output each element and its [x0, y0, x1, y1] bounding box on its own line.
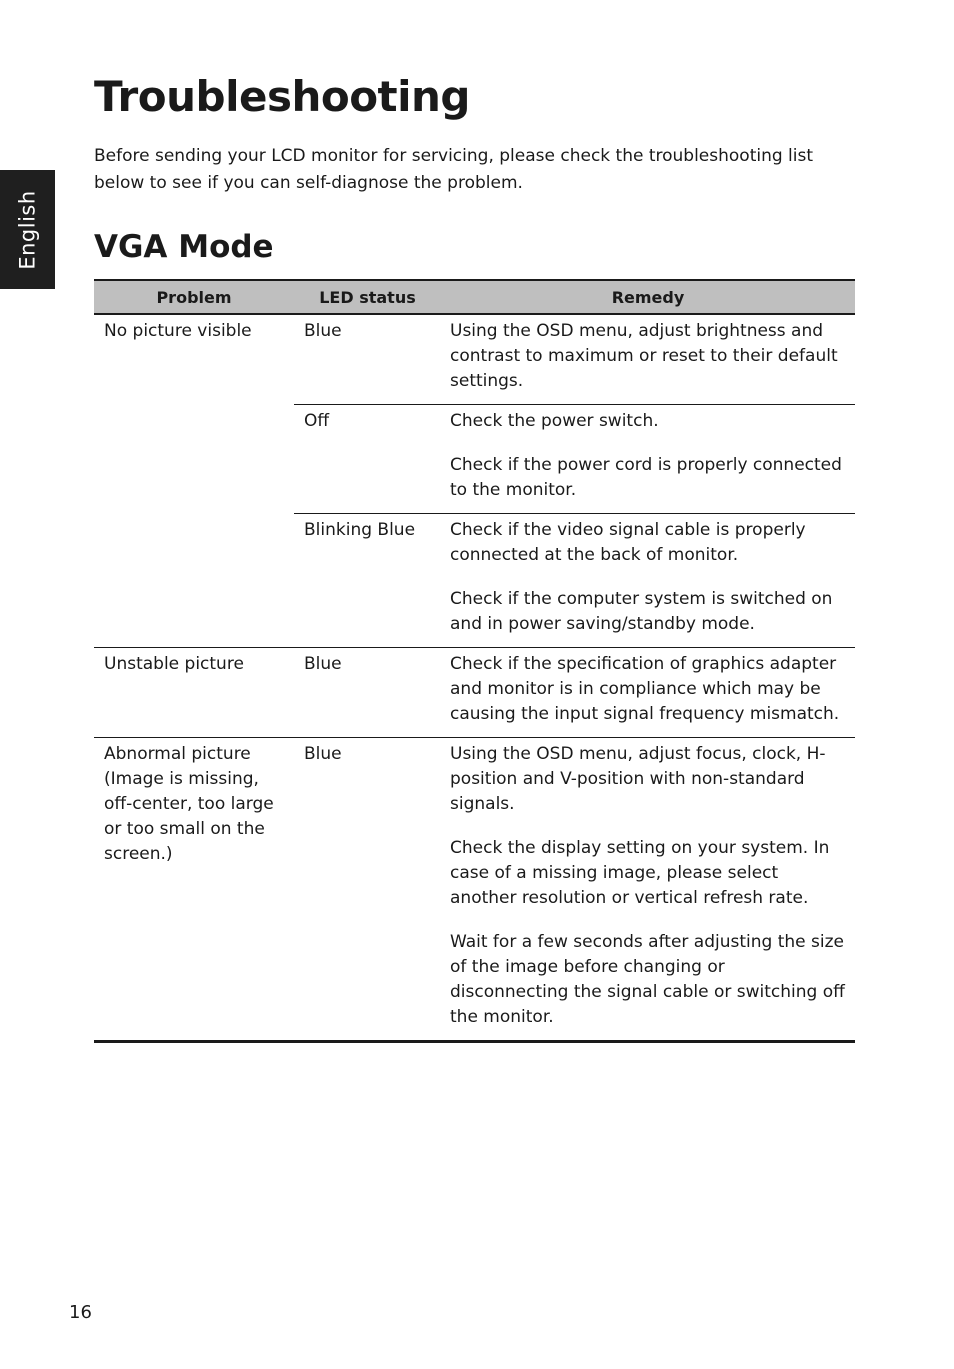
- problem-cell: Unstable picture: [104, 654, 244, 674]
- led-status-cell: Blue: [304, 744, 342, 764]
- remedy-text: Check if the specification of graphics adapter and monitor is in compliance which may be causing the input signal frequency mismatch.: [450, 654, 840, 724]
- table-row: [294, 405, 855, 514]
- page-title: Troubleshooting: [94, 72, 470, 121]
- remedy-cell: [441, 315, 855, 404]
- header-problem: Problem: [156, 287, 232, 307]
- remedy-cell: [441, 648, 855, 737]
- language-tab-label: English: [15, 189, 40, 270]
- led-status-cell: Blue: [304, 321, 342, 341]
- table-row: [294, 514, 855, 647]
- remedy-cell: [441, 738, 855, 1040]
- problem-cell: Abnormal picture (Image is missing, off-center, too large or too small on the screen.): [104, 744, 274, 864]
- intro-paragraph: Before sending your LCD monitor for servicing, please check the troubleshooting list below to see if you can self-diagnose the problem.: [94, 146, 814, 193]
- table-group: [94, 648, 855, 738]
- led-status-cell: Blue: [304, 654, 342, 674]
- table-row: [294, 738, 855, 1040]
- table-group: [94, 738, 855, 1040]
- remedy-text: Check if the computer system is switched on and in power saving/standby mode.: [450, 589, 833, 634]
- remedy-text: Check the power switch.: [450, 411, 659, 431]
- remedy-text: Check if the power cord is properly connected to the monitor.: [450, 455, 842, 500]
- remedy-cell: [441, 514, 855, 647]
- led-status-cell: Off: [304, 411, 330, 431]
- header-led-status: LED status: [319, 287, 416, 307]
- table-group: [94, 315, 855, 648]
- remedy-text: Using the OSD menu, adjust brightness and contrast to maximum or reset to their default settings.: [450, 321, 838, 391]
- section-title: VGA Mode: [94, 229, 274, 265]
- problem-cell: No picture visible: [104, 321, 252, 341]
- remedy-text: Wait for a few seconds after adjusting the size of the image before changing or disconnecting the signal cable or switching off the monitor.: [450, 932, 845, 1027]
- table-row: [294, 315, 855, 405]
- remedy-text: Check if the video signal cable is properly connected at the back of monitor.: [450, 520, 806, 565]
- remedy-cell: [441, 405, 855, 513]
- header-remedy: Remedy: [611, 287, 685, 307]
- led-status-cell: Blinking Blue: [304, 520, 416, 540]
- table-row: [294, 648, 855, 737]
- remedy-text: Check the display setting on your system. In case of a missing image, please select another resolution or vertical refresh rate.: [450, 838, 830, 908]
- language-tab: [0, 170, 55, 289]
- remedy-text: Using the OSD menu, adjust focus, clock, H-position and V-position with non-standard signals.: [450, 744, 826, 814]
- page-number: 16: [69, 1302, 92, 1323]
- table-header: [94, 281, 855, 315]
- troubleshooting-table: [94, 279, 855, 1043]
